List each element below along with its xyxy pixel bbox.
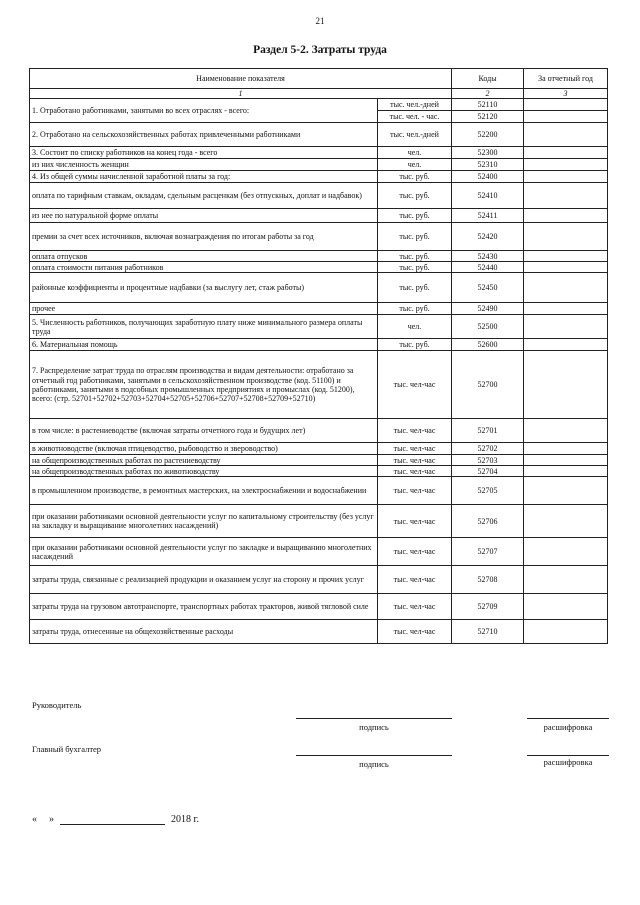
column-number: 1 — [30, 89, 452, 99]
value-cell[interactable] — [524, 262, 608, 273]
row-code: 52490 — [452, 303, 524, 315]
table-row — [30, 303, 608, 315]
column-number: 2 — [452, 89, 524, 99]
table-row — [30, 183, 608, 209]
row-unit: тыс. руб. — [378, 171, 452, 183]
page-number: 21 — [315, 16, 325, 26]
value-cell[interactable] — [524, 209, 608, 223]
row-unit: тыс. чел-час — [378, 455, 452, 466]
row-unit: тыс. чел-час — [378, 466, 452, 477]
header-name: Наименование показателя — [30, 69, 452, 89]
row-unit: тыс. чел-час — [378, 566, 452, 594]
table-row — [30, 315, 608, 339]
value-cell[interactable] — [524, 111, 608, 123]
row-name: при оказании работниками основной деятельности услуг по закладке и выращиванию многолетних насаждений — [30, 538, 378, 566]
row-code: 52310 — [452, 159, 524, 171]
row-code: 52440 — [452, 262, 524, 273]
header-code: Коды — [452, 69, 524, 89]
row-name: оплата по тарифным ставкам, окладам, сдельным расценкам (без отпускных, доплат и надбавок) — [30, 183, 378, 209]
row-code: 52704 — [452, 466, 524, 477]
table-row — [30, 251, 608, 262]
row-code: 52700 — [452, 351, 524, 419]
table-row — [30, 477, 608, 505]
header-value: За отчетный год — [524, 69, 608, 89]
row-unit: тыс. чел-час — [378, 505, 452, 538]
row-code: 52200 — [452, 123, 524, 147]
row-code: 52710 — [452, 620, 524, 644]
row-name: из них численность женщин — [30, 159, 378, 171]
table-row — [30, 147, 608, 159]
director-signature-caption: подпись — [359, 722, 389, 732]
value-cell[interactable] — [524, 251, 608, 262]
table-row — [30, 223, 608, 251]
row-name: на общепроизводственных работах по животноводству — [30, 466, 378, 477]
row-name: в животноводстве (включая птицеводство, рыбоводство и звероводство) — [30, 443, 378, 455]
table-row — [30, 159, 608, 171]
row-unit: тыс. руб. — [378, 223, 452, 251]
row-unit: тыс. руб. — [378, 183, 452, 209]
row-name: затраты труда, связанные с реализацией продукции и оказанием услуг на сторону и прочих услуг — [30, 566, 378, 594]
accountant-signature-line[interactable] — [296, 755, 452, 756]
row-name: затраты труда, отнесенные на общехозяйственные расходы — [30, 620, 378, 644]
value-cell[interactable] — [524, 303, 608, 315]
row-name: в промышленном производстве, в ремонтных мастерских, на электроснабжении и водоснабжении — [30, 477, 378, 505]
table-row — [30, 209, 608, 223]
value-cell[interactable] — [524, 566, 608, 594]
table-row — [30, 620, 608, 644]
date-blank-field[interactable] — [60, 815, 165, 825]
row-code: 52420 — [452, 223, 524, 251]
row-code: 52430 — [452, 251, 524, 262]
row-name: из нее по натуральной форме оплаты — [30, 209, 378, 223]
row-unit: тыс. чел-час — [378, 351, 452, 419]
value-cell[interactable] — [524, 339, 608, 351]
table-row — [30, 443, 608, 455]
table-row — [30, 339, 608, 351]
row-code: 52300 — [452, 147, 524, 159]
row-code: 52706 — [452, 505, 524, 538]
row-name: 2. Отработано на сельскохозяйственных работах привлеченными работниками — [30, 123, 378, 147]
table-row — [30, 123, 608, 147]
row-name: при оказании работниками основной деятельности услуг по капитальному строительству (без услуг на закладку и выращивание многолетних насаждений) — [30, 505, 378, 538]
row-name: затраты труда на грузовом автотранспорте, транспортных работах тракторов, живой тягловой силе — [30, 594, 378, 620]
date-open-quote: « — [32, 814, 37, 825]
row-code: 52110 — [452, 99, 524, 111]
section-title: Раздел 5-2. Затраты труда — [253, 44, 387, 56]
row-name: 4. Из общей суммы начисленной заработной платы за год: — [30, 171, 378, 183]
row-name: прочее — [30, 303, 378, 315]
value-cell[interactable] — [524, 147, 608, 159]
table-row — [30, 455, 608, 466]
row-code: 52400 — [452, 171, 524, 183]
row-name: 1. Отработано работниками, занятыми во всех отраслях - всего: — [30, 99, 378, 123]
table-row — [30, 466, 608, 477]
row-code: 52708 — [452, 566, 524, 594]
table-row — [30, 351, 608, 419]
row-code: 52705 — [452, 477, 524, 505]
row-code: 52411 — [452, 209, 524, 223]
row-name: премии за счет всех источников, включая вознаграждения по итогам работы за год — [30, 223, 378, 251]
row-unit: тыс. чел-час — [378, 620, 452, 644]
row-unit: тыс. руб. — [378, 339, 452, 351]
row-unit: тыс. чел-час — [378, 538, 452, 566]
director-label: Руководитель — [32, 700, 82, 710]
accountant-label: Главный бухгалтер — [32, 744, 102, 754]
row-code: 52709 — [452, 594, 524, 620]
director-decryption-caption: расшифровка — [543, 722, 593, 732]
value-cell[interactable] — [524, 273, 608, 303]
table-row — [30, 262, 608, 273]
table-row — [30, 419, 608, 443]
row-code: 52701 — [452, 419, 524, 443]
value-cell[interactable] — [524, 223, 608, 251]
date-row — [32, 814, 199, 825]
row-code: 52410 — [452, 183, 524, 209]
row-name: оплата отпусков — [30, 251, 378, 262]
value-cell[interactable] — [524, 620, 608, 644]
value-cell[interactable] — [524, 477, 608, 505]
row-unit: тыс. руб. — [378, 209, 452, 223]
director-decryption-line[interactable] — [527, 718, 609, 719]
value-cell[interactable] — [524, 455, 608, 466]
row-name: 3. Состоит по списку работников на конец года - всего — [30, 147, 378, 159]
value-cell[interactable] — [524, 123, 608, 147]
table-header-row — [30, 69, 608, 89]
row-code: 52707 — [452, 538, 524, 566]
column-number: 3 — [524, 89, 608, 99]
row-code: 52703 — [452, 455, 524, 466]
table-row — [30, 566, 608, 594]
row-code: 52600 — [452, 339, 524, 351]
value-cell[interactable] — [524, 419, 608, 443]
table-row — [30, 99, 608, 111]
row-name: 6. Материальная помощь — [30, 339, 378, 351]
row-name: районные коэффициенты и процентные надбавки (за выслугу лет, стаж работы) — [30, 273, 378, 303]
row-code: 52450 — [452, 273, 524, 303]
accountant-signature-caption: подпись — [359, 759, 389, 769]
value-cell[interactable] — [524, 351, 608, 419]
row-code: 52500 — [452, 315, 524, 339]
table-row — [30, 538, 608, 566]
value-cell[interactable] — [524, 505, 608, 538]
row-unit: чел. — [378, 147, 452, 159]
accountant-decryption-line[interactable] — [527, 755, 609, 756]
row-name: 5. Численность работников, получающих заработную плату ниже минимального размера оплаты труда — [30, 315, 378, 339]
row-unit: тыс. чел.-дней — [378, 99, 452, 111]
value-cell[interactable] — [524, 315, 608, 339]
row-name: на общепроизводственных работах по растениеводству — [30, 455, 378, 466]
table-row — [30, 171, 608, 183]
value-cell[interactable] — [524, 159, 608, 171]
labor-costs-table — [29, 68, 608, 644]
row-name: оплата стоимости питания работников — [30, 262, 378, 273]
value-cell[interactable] — [524, 99, 608, 111]
row-code: 52120 — [452, 111, 524, 123]
value-cell[interactable] — [524, 171, 608, 183]
date-year: 2018 г. — [171, 814, 199, 825]
row-unit: тыс. руб. — [378, 303, 452, 315]
director-signature-line[interactable] — [296, 718, 452, 719]
value-cell[interactable] — [524, 183, 608, 209]
table-row — [30, 505, 608, 538]
row-unit: тыс. руб. — [378, 251, 452, 262]
row-name: 7. Распределение затрат труда по отраслям производства и видам деятельности: отработано за отчетный год работниками, занятыми в сельскохозяйственном производстве (код. 51100) и работниками, занятыми в подсобных промышленных предприятиях и промыслах (код. 51200), всего: (стр. 52701+52702+52703+52704+52705+52706+52707+52708+52709+52710) — [30, 351, 378, 419]
column-number-row — [30, 89, 608, 99]
row-unit: тыс. руб. — [378, 262, 452, 273]
date-close-quote: » — [49, 814, 54, 825]
row-unit: тыс. чел-час — [378, 477, 452, 505]
row-unit: тыс. чел-час — [378, 443, 452, 455]
row-unit: тыс. руб. — [378, 273, 452, 303]
row-code: 52702 — [452, 443, 524, 455]
value-cell[interactable] — [524, 443, 608, 455]
row-unit: тыс. чел-час — [378, 419, 452, 443]
row-unit: тыс. чел.-дней — [378, 123, 452, 147]
value-cell[interactable] — [524, 594, 608, 620]
value-cell[interactable] — [524, 538, 608, 566]
row-unit: тыс. чел-час — [378, 594, 452, 620]
table-row — [30, 273, 608, 303]
value-cell[interactable] — [524, 466, 608, 477]
row-name: в том числе: в растениеводстве (включая затраты отчетного года и будущих лет) — [30, 419, 378, 443]
row-unit: чел. — [378, 315, 452, 339]
accountant-decryption-caption: расшифровка — [543, 757, 593, 767]
row-unit: тыс. чел. - час. — [378, 111, 452, 123]
table-row — [30, 594, 608, 620]
row-unit: чел. — [378, 159, 452, 171]
